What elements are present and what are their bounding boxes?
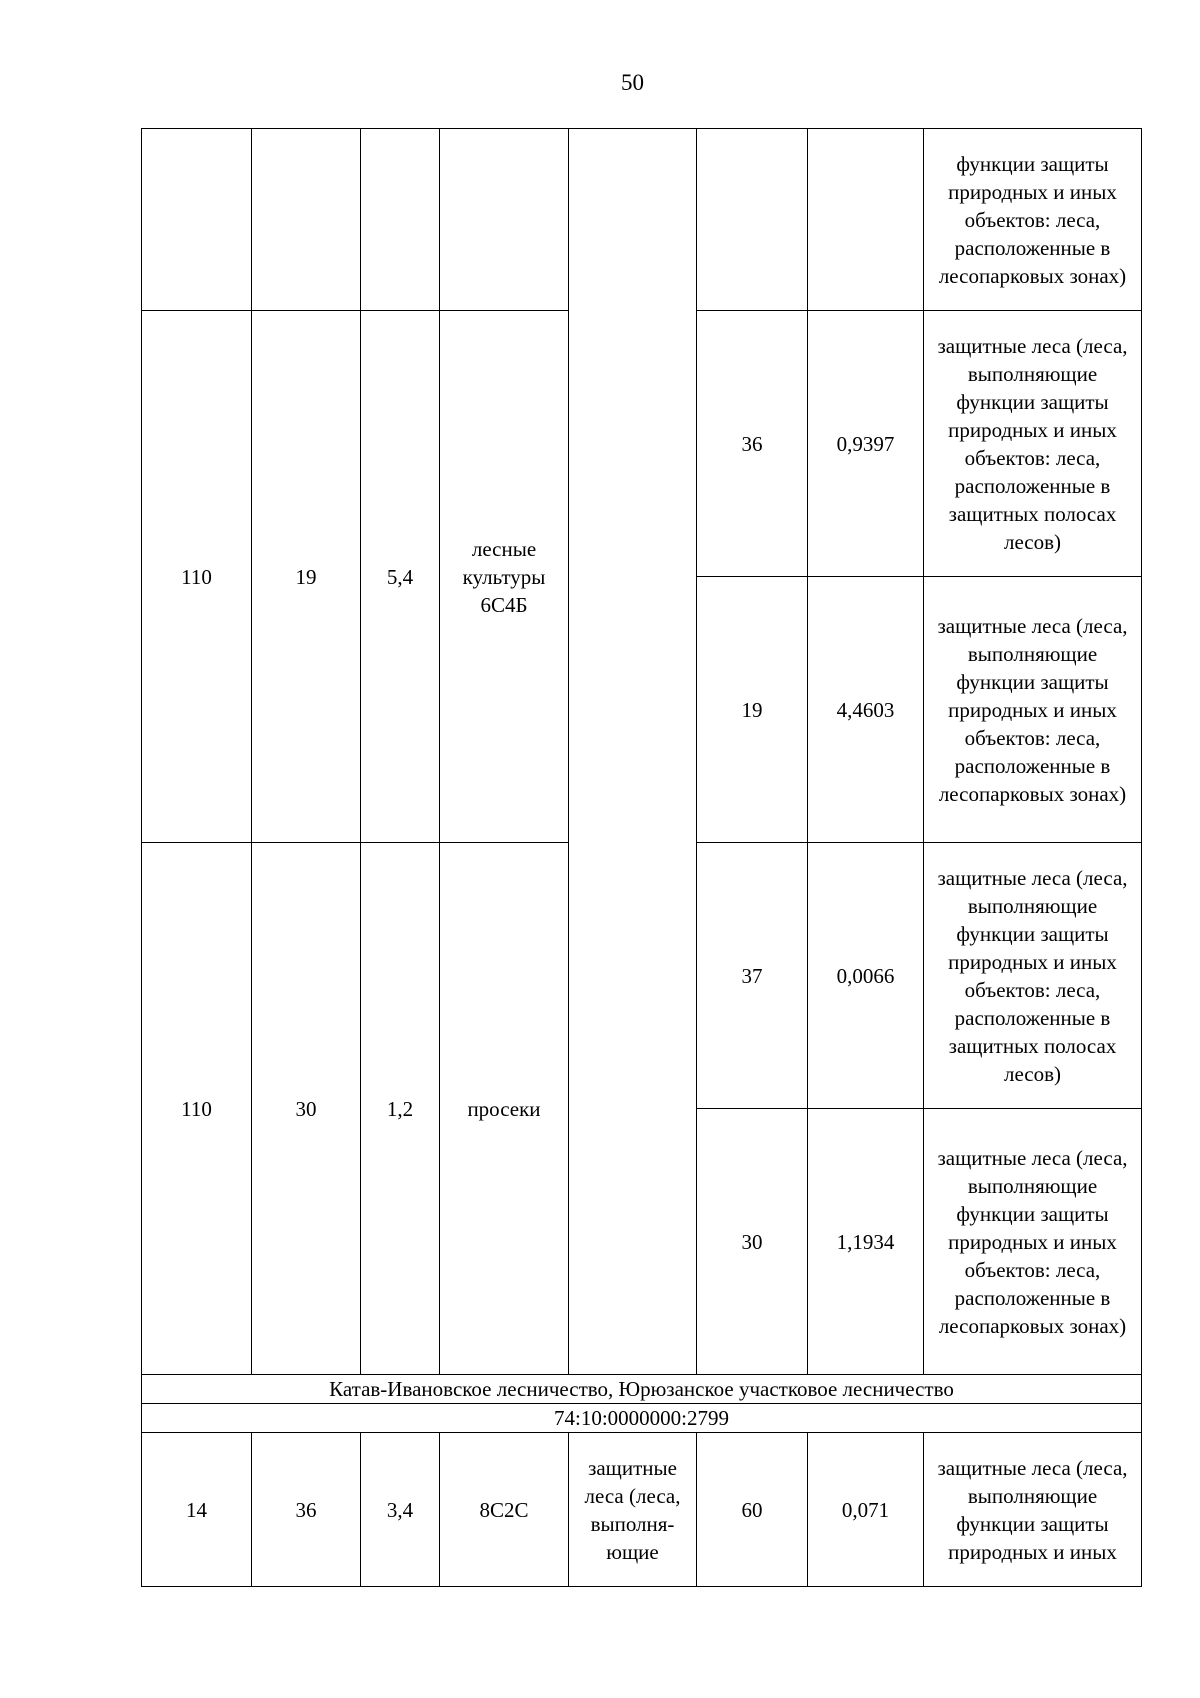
kvartal-cell: 110: [142, 311, 252, 843]
vydel-cell: 30: [252, 843, 361, 1375]
sub-area-cell: 4,4603: [808, 577, 924, 843]
sub-area-cell: 0,071: [808, 1433, 924, 1587]
page-number: 50: [621, 70, 644, 95]
empty-cell: [142, 129, 252, 311]
sub-area-cell: 0,0066: [808, 843, 924, 1109]
description-cell: защитные леса (леса, выполняющие функции защиты природных и иных объектов: леса, расположенные в защитных полосах лесов): [924, 311, 1142, 577]
sub-kvartal-cell: 30: [697, 1109, 808, 1375]
description-cell: защитные леса (леса, выполняющие функции защиты природных и иных объектов: леса, расположенные в лесопарковых зонах): [924, 577, 1142, 843]
sub-kvartal-cell: 19: [697, 577, 808, 843]
description-cell: функции защиты природных и иных объектов: леса, расположенные в лесопарковых зонах): [924, 129, 1142, 311]
section-title-row: [142, 1375, 1142, 1404]
kvartal-cell: 110: [142, 843, 252, 1375]
vydel-cell: 36: [252, 1433, 361, 1587]
description-cell: защитные леса (леса, выполняющие функции защиты природных и иных: [924, 1433, 1142, 1587]
sub-area-cell: 0,9397: [808, 311, 924, 577]
sub-kvartal-cell: 36: [697, 311, 808, 577]
empty-cell: [252, 129, 361, 311]
area-cell: 5,4: [361, 311, 440, 843]
vydel-cell: 19: [252, 311, 361, 843]
kvartal-cell: 14: [142, 1433, 252, 1587]
composition-cell: 8С2С: [440, 1433, 569, 1587]
sub-area-cell: 1,1934: [808, 1109, 924, 1375]
description-cell: защитные леса (леса, выполняющие функции защиты природных и иных объектов: леса, расположенные в защитных полосах лесов): [924, 843, 1142, 1109]
merged-purpose-cell: [569, 129, 697, 1375]
forest-plots-table: [141, 128, 1142, 1587]
table-row: [142, 1433, 1142, 1587]
cadastral-row: [142, 1404, 1142, 1433]
cadastral-number: 74:10:0000000:2799: [142, 1404, 1142, 1433]
sub-kvartal-cell: 37: [697, 843, 808, 1109]
category-cell: лесные культуры 6С4Б: [440, 311, 569, 843]
forestry-section-title: Катав-Ивановское лесничество, Юрюзанское участковое лесничество: [142, 1375, 1142, 1404]
table-row: [142, 129, 1142, 311]
empty-cell: [697, 129, 808, 311]
empty-cell: [440, 129, 569, 311]
empty-cell: [808, 129, 924, 311]
description-cell: защитные леса (леса, выполняющие функции защиты природных и иных объектов: леса, расположенные в лесопарковых зонах): [924, 1109, 1142, 1375]
area-cell: 1,2: [361, 843, 440, 1375]
area-cell: 3,4: [361, 1433, 440, 1587]
category-cell: просеки: [440, 843, 569, 1375]
sub-kvartal-cell: 60: [697, 1433, 808, 1587]
empty-cell: [361, 129, 440, 311]
purpose-cell: защитные леса (леса, выполня- ющие: [569, 1433, 697, 1587]
